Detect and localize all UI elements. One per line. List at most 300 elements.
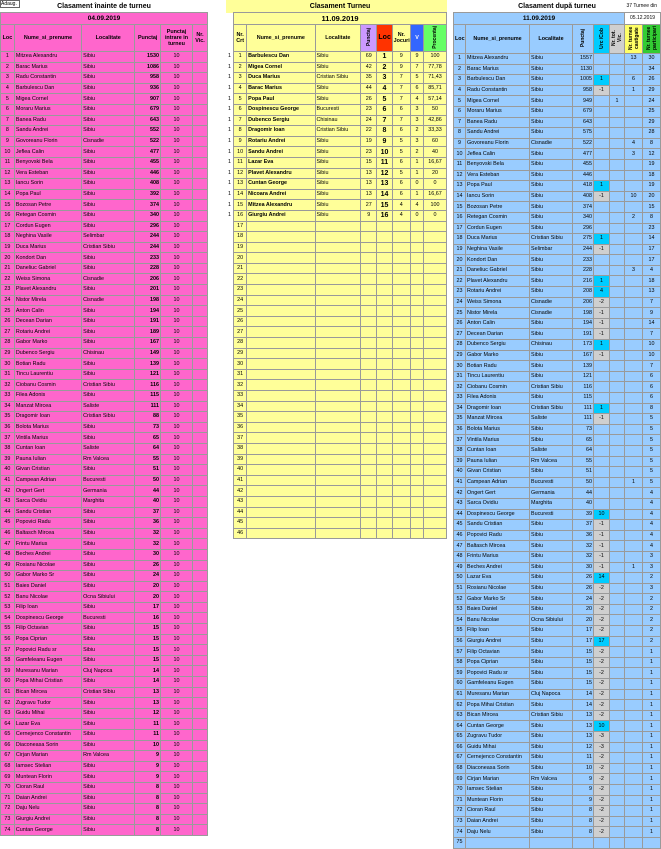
table-row	[1, 200, 208, 211]
part-cell: 15	[643, 202, 661, 213]
v-cell: 0	[411, 210, 424, 221]
nr-cell: 7	[234, 115, 247, 126]
vic-cell	[192, 592, 207, 603]
updown-cell: 14	[594, 573, 610, 584]
side-mark-cell	[226, 401, 234, 412]
loc-cell: 32	[1, 380, 15, 391]
won-cell	[625, 414, 643, 425]
part-cell: 8	[643, 403, 661, 414]
won-cell	[625, 710, 643, 721]
right-h-name: Nume_si_prenume	[466, 25, 530, 54]
city-cell: Sibiu	[530, 753, 573, 764]
side-mark-cell: 1	[226, 200, 234, 211]
won-cell	[625, 371, 643, 382]
vic-cell	[610, 509, 625, 520]
loc-cell: 28	[454, 340, 466, 351]
vic-cell	[192, 782, 207, 793]
city-cell: Sibiu	[530, 212, 573, 223]
loc-cell: 40	[454, 467, 466, 478]
city-cell: Sibiu	[530, 170, 573, 181]
vic-cell	[610, 467, 625, 478]
part-cell: 2	[643, 604, 661, 615]
loc-cell: 59	[454, 668, 466, 679]
score-cell: 936	[135, 83, 161, 94]
empty-cell	[377, 327, 392, 338]
vic-cell	[610, 657, 625, 668]
score-cell: 40	[573, 498, 594, 509]
entry-cell: 10	[160, 380, 192, 391]
nr-cell: 41	[234, 475, 247, 486]
empty-cell	[392, 412, 410, 423]
table-row	[1, 391, 208, 402]
updown-cell: -1	[594, 541, 610, 552]
pct-cell: 77,78	[424, 62, 447, 73]
loc-cell: 65	[454, 732, 466, 743]
name-cell: Manzat Mircea	[14, 401, 81, 412]
entry-cell: 10	[160, 496, 192, 507]
empty-cell	[361, 369, 377, 380]
score-cell: 27	[361, 200, 377, 211]
score-cell: 35	[361, 73, 377, 84]
table-row	[1, 634, 208, 645]
updown-cell: -2	[594, 604, 610, 615]
side-mark-cell: 1	[226, 62, 234, 73]
won-cell	[625, 159, 643, 170]
vic-cell	[610, 265, 625, 276]
left-h-loc: Loc	[1, 25, 15, 52]
loc-cell: 24	[1, 295, 15, 306]
city-cell: Sibiu	[82, 189, 135, 200]
empty-cell	[247, 433, 315, 444]
updown-cell	[594, 488, 610, 499]
loc-cell: 46	[454, 530, 466, 541]
city-cell: Sibiu	[82, 285, 135, 296]
loc-cell: 31	[1, 369, 15, 380]
vic-cell	[192, 687, 207, 698]
score-cell: 13	[573, 721, 594, 732]
city-cell: Sibiu	[82, 624, 135, 635]
empty-cell	[411, 327, 424, 338]
city-cell: Sibiu	[530, 128, 573, 139]
loc-cell: 6	[377, 104, 392, 115]
table-row	[226, 369, 447, 380]
nr-cell: 20	[234, 253, 247, 264]
loc-cell: 37	[1, 433, 15, 444]
won-cell	[625, 403, 643, 414]
pct-cell: 20	[424, 168, 447, 179]
empty-cell	[361, 518, 377, 529]
name-cell: Duca Marius	[466, 234, 530, 245]
city-cell: Sibiu	[530, 329, 573, 340]
score-cell: 40	[135, 496, 161, 507]
vic-cell	[610, 403, 625, 414]
table-row	[454, 117, 661, 128]
loc-cell: 68	[1, 761, 15, 772]
side-mark-cell	[226, 242, 234, 253]
mid-body	[226, 52, 447, 539]
loc-cell: 10	[1, 147, 15, 158]
empty-cell	[377, 454, 392, 465]
nr-cell: 19	[234, 242, 247, 253]
table-row	[1, 369, 208, 380]
part-cell: 1	[643, 700, 661, 711]
empty-cell	[377, 496, 392, 507]
nr-cell: 44	[234, 507, 247, 518]
loc-cell: 31	[454, 371, 466, 382]
city-cell: Sibiu	[530, 149, 573, 160]
city-cell: Sibiu	[530, 106, 573, 117]
vic-cell	[192, 52, 207, 63]
name-cell: Filip Octavian	[14, 624, 81, 635]
name-cell: Moraru Marius	[14, 104, 81, 115]
name-cell: Popa Paul	[466, 181, 530, 192]
city-cell: Ocna Sibiului	[530, 615, 573, 626]
vic-cell	[610, 562, 625, 573]
table-row	[1, 624, 208, 635]
vic-cell	[610, 159, 625, 170]
loc-cell: 45	[1, 518, 15, 529]
pct-cell: 71,43	[424, 73, 447, 84]
loc-cell: 40	[1, 465, 15, 476]
score-cell: 228	[135, 263, 161, 274]
games-cell: 6	[392, 189, 410, 200]
score-cell: 26	[573, 583, 594, 594]
city-cell: Sibiu	[82, 221, 135, 232]
score-cell: 14	[135, 666, 161, 677]
table-row	[226, 401, 447, 412]
updown-cell: -2	[594, 816, 610, 827]
left-h-score: Punctaj	[135, 25, 161, 52]
loc-cell: 34	[454, 403, 466, 414]
score-cell: 643	[135, 115, 161, 126]
entry-cell: 10	[160, 369, 192, 380]
table-row	[454, 255, 661, 266]
part-cell: 23	[643, 223, 661, 234]
part-cell: 12	[643, 149, 661, 160]
updown-cell	[594, 159, 610, 170]
score-cell: 32	[573, 541, 594, 552]
city-cell: Cristian Sibiu	[530, 382, 573, 393]
score-cell: 55	[135, 454, 161, 465]
part-cell: 1	[643, 668, 661, 679]
part-cell: 30	[643, 54, 661, 65]
empty-cell	[392, 496, 410, 507]
name-cell: Barac Marius	[247, 83, 315, 94]
score-cell: 73	[135, 422, 161, 433]
games-cell: 5	[392, 147, 410, 158]
entry-cell: 10	[160, 189, 192, 200]
name-cell: Migea Cornel	[14, 94, 81, 105]
name-cell: Filea Adonis	[466, 393, 530, 404]
city-cell: Rm Valcea	[530, 456, 573, 467]
empty-cell	[411, 380, 424, 391]
updown-cell: -2	[594, 647, 610, 658]
name-cell: Givan Cristian	[14, 465, 81, 476]
entry-cell: 10	[160, 147, 192, 158]
table-row	[1, 528, 208, 539]
vic-cell	[192, 708, 207, 719]
won-cell	[625, 488, 643, 499]
updown-cell: -2	[594, 795, 610, 806]
city-cell: Sibiu	[530, 64, 573, 75]
games-cell: 9	[392, 62, 410, 73]
part-cell: 3	[643, 562, 661, 573]
empty-cell	[247, 486, 315, 497]
score-cell: 13	[361, 179, 377, 190]
score-cell: 228	[573, 265, 594, 276]
updown-cell: 1	[594, 340, 610, 351]
table-row	[454, 509, 661, 520]
loc-cell: 35	[454, 414, 466, 425]
side-mark-cell	[226, 285, 234, 296]
entry-cell: 10	[160, 221, 192, 232]
score-cell: 116	[135, 380, 161, 391]
score-cell: 1130	[573, 64, 594, 75]
table-row	[1, 804, 208, 815]
score-cell: 139	[573, 361, 594, 372]
empty-cell	[247, 242, 315, 253]
entry-cell: 10	[160, 232, 192, 243]
side-mark-cell	[226, 465, 234, 476]
vic-cell	[192, 242, 207, 253]
empty-cell	[392, 422, 410, 433]
score-cell: 15	[361, 157, 377, 168]
vic-cell	[192, 232, 207, 243]
city-cell: Sibiu	[82, 793, 135, 804]
score-cell: 64	[135, 443, 161, 454]
part-cell: 19	[643, 181, 661, 192]
empty-cell	[361, 232, 377, 243]
side-mark-cell: 1	[226, 168, 234, 179]
side-mark-cell	[226, 391, 234, 402]
nr-cell: 2	[234, 62, 247, 73]
score-cell: 8	[573, 816, 594, 827]
part-cell: 18	[643, 276, 661, 287]
games-cell: 6	[392, 179, 410, 190]
city-cell: Sibiu	[82, 539, 135, 550]
city-cell: Sibiu	[530, 371, 573, 382]
table-row	[1, 793, 208, 804]
score-cell: 20	[573, 604, 594, 615]
empty-cell	[315, 422, 361, 433]
score-cell: 111	[573, 403, 594, 414]
updown-cell: -2	[594, 626, 610, 637]
part-cell: 1	[643, 784, 661, 795]
v-cell: 9	[411, 52, 424, 63]
loc-cell: 29	[1, 348, 15, 359]
loc-cell: 48	[454, 551, 466, 562]
city-cell: Sibiu	[315, 200, 361, 211]
score-cell: 455	[573, 159, 594, 170]
updown-cell	[594, 223, 610, 234]
city-cell: Sibiu	[530, 520, 573, 531]
games-cell: 7	[392, 115, 410, 126]
entry-cell: 10	[160, 772, 192, 783]
name-cell: Neghina Vasile	[466, 244, 530, 255]
table-row	[454, 488, 661, 499]
table-row	[454, 54, 661, 65]
updown-cell	[594, 170, 610, 181]
won-cell	[625, 64, 643, 75]
table-row	[226, 242, 447, 253]
city-cell: Sibiu	[82, 740, 135, 751]
score-cell: 679	[573, 106, 594, 117]
city-cell: Sibiu	[82, 83, 135, 94]
vic-cell	[192, 634, 207, 645]
v-cell: 2	[411, 147, 424, 158]
entry-cell: 10	[160, 549, 192, 560]
table-row	[1, 253, 208, 264]
part-cell: 13	[643, 287, 661, 298]
loc-cell: 26	[1, 316, 15, 327]
part-cell: 4	[643, 520, 661, 531]
won-cell: 3	[625, 265, 643, 276]
score-cell: 26	[361, 94, 377, 105]
vic-cell	[610, 361, 625, 372]
loc-cell: 66	[1, 740, 15, 751]
score-cell: 9	[135, 751, 161, 762]
name-cell: Baies Daniel	[14, 581, 81, 592]
vic-cell	[610, 732, 625, 743]
updown-cell	[594, 498, 610, 509]
name-cell: Kondort Dan	[466, 255, 530, 266]
entry-cell: 10	[160, 666, 192, 677]
city-cell: Sibiu	[530, 117, 573, 128]
table-row	[454, 689, 661, 700]
table-row	[1, 581, 208, 592]
score-cell: 30	[573, 562, 594, 573]
table-row	[226, 94, 447, 105]
name-cell: Pauna Iulian	[466, 456, 530, 467]
loc-cell: 13	[454, 181, 466, 192]
city-cell: Ocna Sibiului	[82, 592, 135, 603]
entry-cell: 10	[160, 804, 192, 815]
empty-cell	[315, 496, 361, 507]
table-row	[226, 73, 447, 84]
part-cell: 1	[643, 753, 661, 764]
table-row	[1, 443, 208, 454]
part-cell: 1	[643, 742, 661, 753]
entry-cell: 10	[160, 560, 192, 571]
part-cell: 25	[643, 106, 661, 117]
part-cell: 4	[643, 509, 661, 520]
vic-cell	[192, 539, 207, 550]
score-cell: 374	[135, 200, 161, 211]
table-row	[454, 244, 661, 255]
won-cell: 2	[625, 212, 643, 223]
table-row	[1, 157, 208, 168]
loc-cell: 23	[1, 285, 15, 296]
table-row	[226, 454, 447, 465]
empty-cell	[377, 348, 392, 359]
table-row	[454, 64, 661, 75]
entry-cell: 10	[160, 740, 192, 751]
score-cell: 8	[135, 814, 161, 825]
name-cell: Giurgiu Andrei	[14, 814, 81, 825]
right-side-date: 05.12.2019	[625, 13, 661, 25]
part-cell: 17	[643, 244, 661, 255]
table-row	[454, 583, 661, 594]
entry-cell: 10	[160, 655, 192, 666]
score-cell: 552	[135, 126, 161, 137]
city-cell: Sibiu	[530, 350, 573, 361]
part-cell: 1	[643, 806, 661, 817]
empty-cell	[315, 433, 361, 444]
loc-cell: 20	[454, 255, 466, 266]
right-date: 11.09.2019	[454, 13, 625, 25]
city-cell: Sibiu	[82, 814, 135, 825]
empty-cell	[315, 443, 361, 454]
empty-cell	[361, 433, 377, 444]
name-cell: Cioran Raul	[14, 782, 81, 793]
score-cell: 11	[573, 753, 594, 764]
empty-cell	[315, 369, 361, 380]
mid-title: Clasament Turneu	[234, 0, 447, 13]
side-mark-cell	[226, 380, 234, 391]
side-mark-cell: 1	[226, 94, 234, 105]
loc-cell: 6	[1, 104, 15, 115]
name-cell: Nicoara Andrei	[247, 189, 315, 200]
vic-cell	[610, 710, 625, 721]
empty-cell	[247, 496, 315, 507]
score-cell: 522	[573, 138, 594, 149]
table-row	[1, 295, 208, 306]
loc-cell: 62	[1, 698, 15, 709]
name-cell: Campean Adrian	[14, 475, 81, 486]
name-cell: Campean Adrian	[466, 477, 530, 488]
table-row	[1, 560, 208, 571]
city-cell: Sibiu	[82, 168, 135, 179]
loc-cell: 52	[1, 592, 15, 603]
entry-cell: 10	[160, 412, 192, 423]
vic-cell	[192, 306, 207, 317]
updown-cell	[594, 106, 610, 117]
empty-cell	[411, 253, 424, 264]
loc-cell: 8	[377, 126, 392, 137]
city-cell: Sibiu	[82, 422, 135, 433]
loc-cell: 55	[1, 624, 15, 635]
table-row	[1, 655, 208, 666]
score-cell: 14	[573, 700, 594, 711]
empty-cell	[411, 518, 424, 529]
entry-cell: 10	[160, 401, 192, 412]
score-cell: 9	[573, 795, 594, 806]
table-row	[1, 147, 208, 158]
part-cell: 2	[643, 615, 661, 626]
vic-cell	[610, 700, 625, 711]
name-cell: Giurgiu Andrei	[247, 210, 315, 221]
name-cell: Vintila Marius	[466, 435, 530, 446]
small-button[interactable]: Adaug.	[0, 0, 20, 8]
name-cell: Weiss Simona	[466, 297, 530, 308]
games-cell: 7	[392, 94, 410, 105]
score-cell: 9	[135, 772, 161, 783]
side-mark-cell	[226, 528, 234, 539]
score-cell: 194	[135, 306, 161, 317]
updown-cell: -2	[594, 615, 610, 626]
loc-cell: 32	[454, 382, 466, 393]
name-cell: Gabor Marko Sr	[14, 571, 81, 582]
nr-cell: 12	[234, 168, 247, 179]
name-cell: Popa Ciprian	[14, 634, 81, 645]
loc-cell: 15	[454, 202, 466, 213]
loc-cell: 60	[454, 679, 466, 690]
updown-cell: -2	[594, 774, 610, 785]
part-cell: 10	[643, 340, 661, 351]
empty-cell	[411, 359, 424, 370]
vic-cell	[610, 604, 625, 615]
city-cell: Rm Valcea	[82, 454, 135, 465]
